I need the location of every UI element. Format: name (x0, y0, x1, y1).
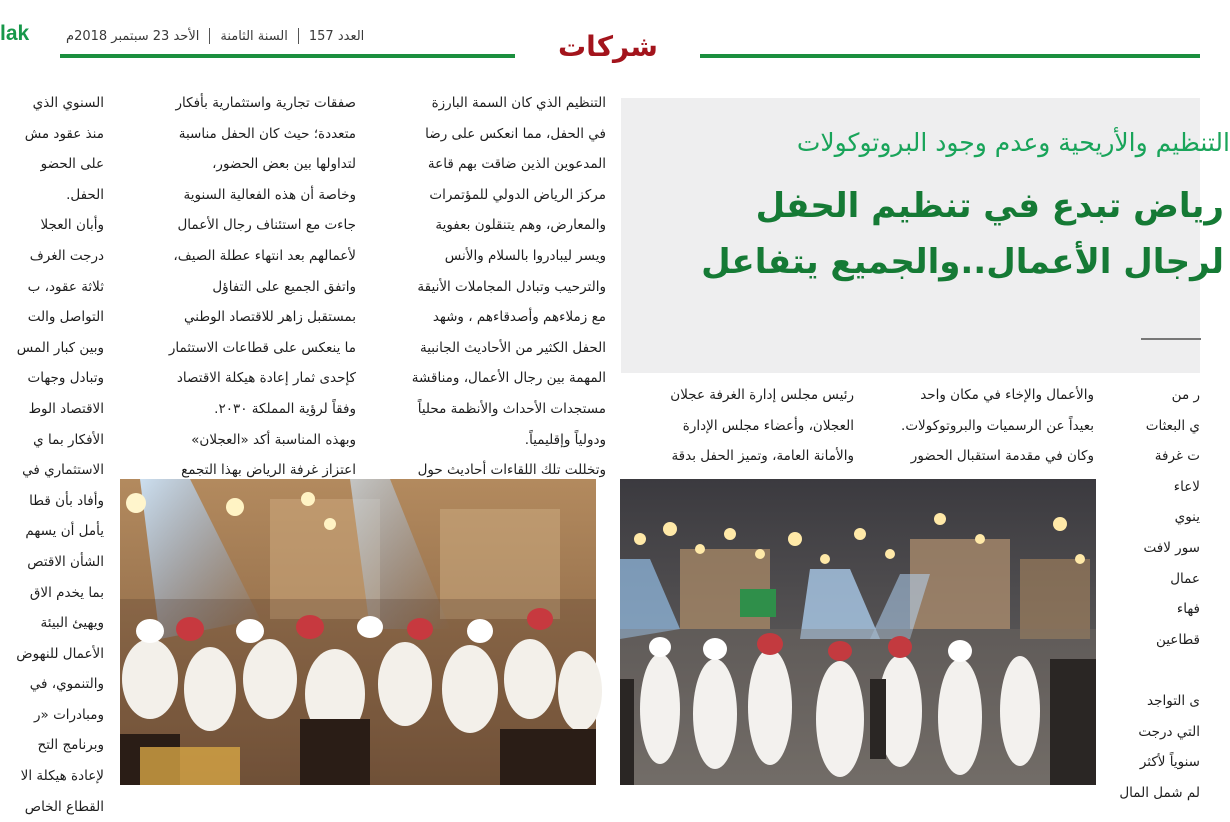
issue-info (56, 28, 374, 44)
event-photo-left (120, 479, 596, 785)
article-line: واتفق الجميع على التفاؤل (212, 278, 356, 295)
article-line: التواصل والت (27, 309, 104, 326)
article-line: المدعوين الذين ضاقت بهم قاعة (427, 156, 606, 173)
article-line: وفقاً لرؤية المملكة ٢٠٣٠. (214, 400, 356, 417)
article-line: والأمانة العامة، وتميز الحفل بدقة (671, 448, 854, 465)
article-line: مستجدات الأحداث والأنظمة محلياً (417, 400, 606, 417)
article-column-right-edge (1100, 380, 1200, 800)
article-column-mid-left (622, 380, 854, 476)
article-line: الأفكار بما ي (33, 431, 104, 448)
article-line: وأفاد بأن قطا (29, 492, 104, 509)
headline-rule (1141, 338, 1201, 340)
article-line: اعتزاز غرفة الرياض بهذا التجمع (181, 462, 356, 479)
article-line: وتبادل وجهات (27, 370, 104, 387)
article-line: ما ينعكس على قطاعات الاستثمار (168, 339, 356, 356)
article-line: وتخللت تلك اللقاءات أحاديث حول (417, 462, 606, 479)
article-line: ر من (1171, 387, 1200, 403)
article-line: جاءت مع استئناف رجال الأعمال (177, 217, 356, 234)
article-line: التنظيم الذي كان السمة البارزة (431, 95, 606, 111)
article-line: الحفل الكثير من الأحاديث الجانبية (420, 339, 606, 356)
article-line: لإعادة هيكلة الا (20, 768, 104, 785)
article-line: العجلان، وأعضاء مجلس الإدارة (682, 417, 854, 434)
article-line: لم شمل المال (1119, 784, 1200, 801)
masthead (0, 18, 1200, 62)
article-column-left-edge (0, 88, 104, 815)
article-line: وبرنامج التح (37, 737, 104, 754)
article-line: الاقتصاد الوط (28, 400, 104, 417)
article-line: الاستثماري في (22, 462, 104, 479)
article-column-second (120, 88, 356, 480)
article-line: ت غرفة (1154, 448, 1200, 465)
article-line: وخاصة أن هذه الفعالية السنوية (183, 186, 356, 203)
article-line: بعيداً عن الرسميات والبروتوكولات. (901, 417, 1094, 434)
article-line: القطاع الخاص (24, 798, 104, 815)
article-line: ويهيئ البيئة (40, 615, 104, 632)
article-line: رئيس مجلس إدارة الغرفة عجلان (670, 387, 854, 403)
article-line: بمستقبل زاهر للاقتصاد الوطني (184, 309, 356, 326)
article-line: بما يخدم الاق (29, 584, 104, 601)
article-line: درجت الغرف (29, 247, 104, 264)
article-line: ى التواجد (1147, 692, 1200, 709)
header-rule-left (60, 54, 515, 58)
article-line: الحفل. (66, 186, 104, 203)
headline-line-1: رياض تبدع في تنظيم الحفل (755, 186, 1224, 226)
article-line: قطاعين (1155, 631, 1200, 648)
header-rule-right (700, 54, 1200, 58)
article-line: ومبادرات «ر (34, 706, 104, 723)
article-line: والمعارض، وهم يتنقلون بعفوية (435, 217, 606, 234)
article-line: والترحيب وتبادل المجاملات الأنيقة (417, 278, 606, 295)
article-line: صفقات تجارية واستثمارية بأفكار (175, 95, 356, 111)
article-line: لاعاء (1173, 478, 1200, 495)
headline-box (621, 98, 1230, 373)
headline-title (701, 178, 1224, 290)
article-line: وأبان العجلا (40, 217, 104, 234)
article-line: على الحضو (40, 156, 104, 173)
newspaper-brand: lak (0, 22, 30, 45)
article-line: في الحفل، مما انعكس على رضا (425, 125, 606, 142)
article-line: مركز الرياض الدولي للمؤتمرات (429, 186, 606, 203)
article-line: عمال (1170, 570, 1200, 587)
article-line: الأعمال للنهوض (16, 645, 104, 662)
article-line: الشأن الاقتص (27, 553, 104, 570)
article-line: وكان في مقدمة استقبال الحضور (910, 448, 1094, 465)
article-column-mid-right (864, 380, 1094, 476)
article-line: التي درجت (1138, 723, 1200, 740)
article-line: لأعمالهم بعد انتهاء عطلة الصيف، (173, 247, 356, 264)
headline-line-2: لرجال الأعمال..والجميع يتفاعل (701, 242, 1224, 282)
article-line: ينوي (1174, 509, 1200, 526)
event-photo-right (620, 479, 1096, 785)
article-line: والتنموي، في (29, 676, 104, 693)
article-column-center (370, 88, 606, 480)
headline-kicker: التنظيم والأريحية وعدم وجود البروتوكولات (796, 128, 1230, 157)
article-line: سور لافت (1143, 539, 1200, 556)
article-line: وبهذه المناسبة أكد «العجلان» (191, 431, 356, 448)
article-line: منذ عقود مش (24, 125, 104, 142)
article-line: يأمل أن يسهم (25, 523, 104, 540)
article-line: المهمة بين رجال الأعمال، ومناقشة (411, 370, 606, 387)
article-line: ودولياً وإقليمياً. (524, 431, 606, 448)
section-title: شركات (558, 30, 658, 63)
article-line: متعددة؛ حيث كان الحفل مناسبة (178, 125, 356, 142)
article-line: سنوياً لأكثر (1139, 754, 1200, 771)
article-line: مع زملاءهم وأصدقاءهم ، وشهد (432, 309, 606, 326)
article-line: فهاء (1176, 601, 1200, 618)
article-line (1100, 655, 1200, 686)
article-line: لتداولها بين بعض الحضور، (212, 156, 356, 173)
issue-date: الأحد 23 سبتمبر 2018م (66, 28, 200, 44)
article-line: كإحدى ثمار إعادة هيكلة الاقتصاد (176, 370, 356, 387)
article-line: وبين كبار المس (16, 339, 104, 356)
issue-year: السنة الثامنة (220, 28, 288, 44)
article-line: ويسر ليبادروا بالسلام والأنس (444, 247, 606, 264)
article-line: ي البعثات (1145, 417, 1200, 434)
issue-number: العدد 157 (308, 28, 365, 44)
article-line: ثلاثة عقود، ب (27, 278, 104, 295)
article-line: والأعمال والإخاء في مكان واحد (920, 387, 1094, 403)
article-line: السنوي الذي (32, 95, 104, 111)
